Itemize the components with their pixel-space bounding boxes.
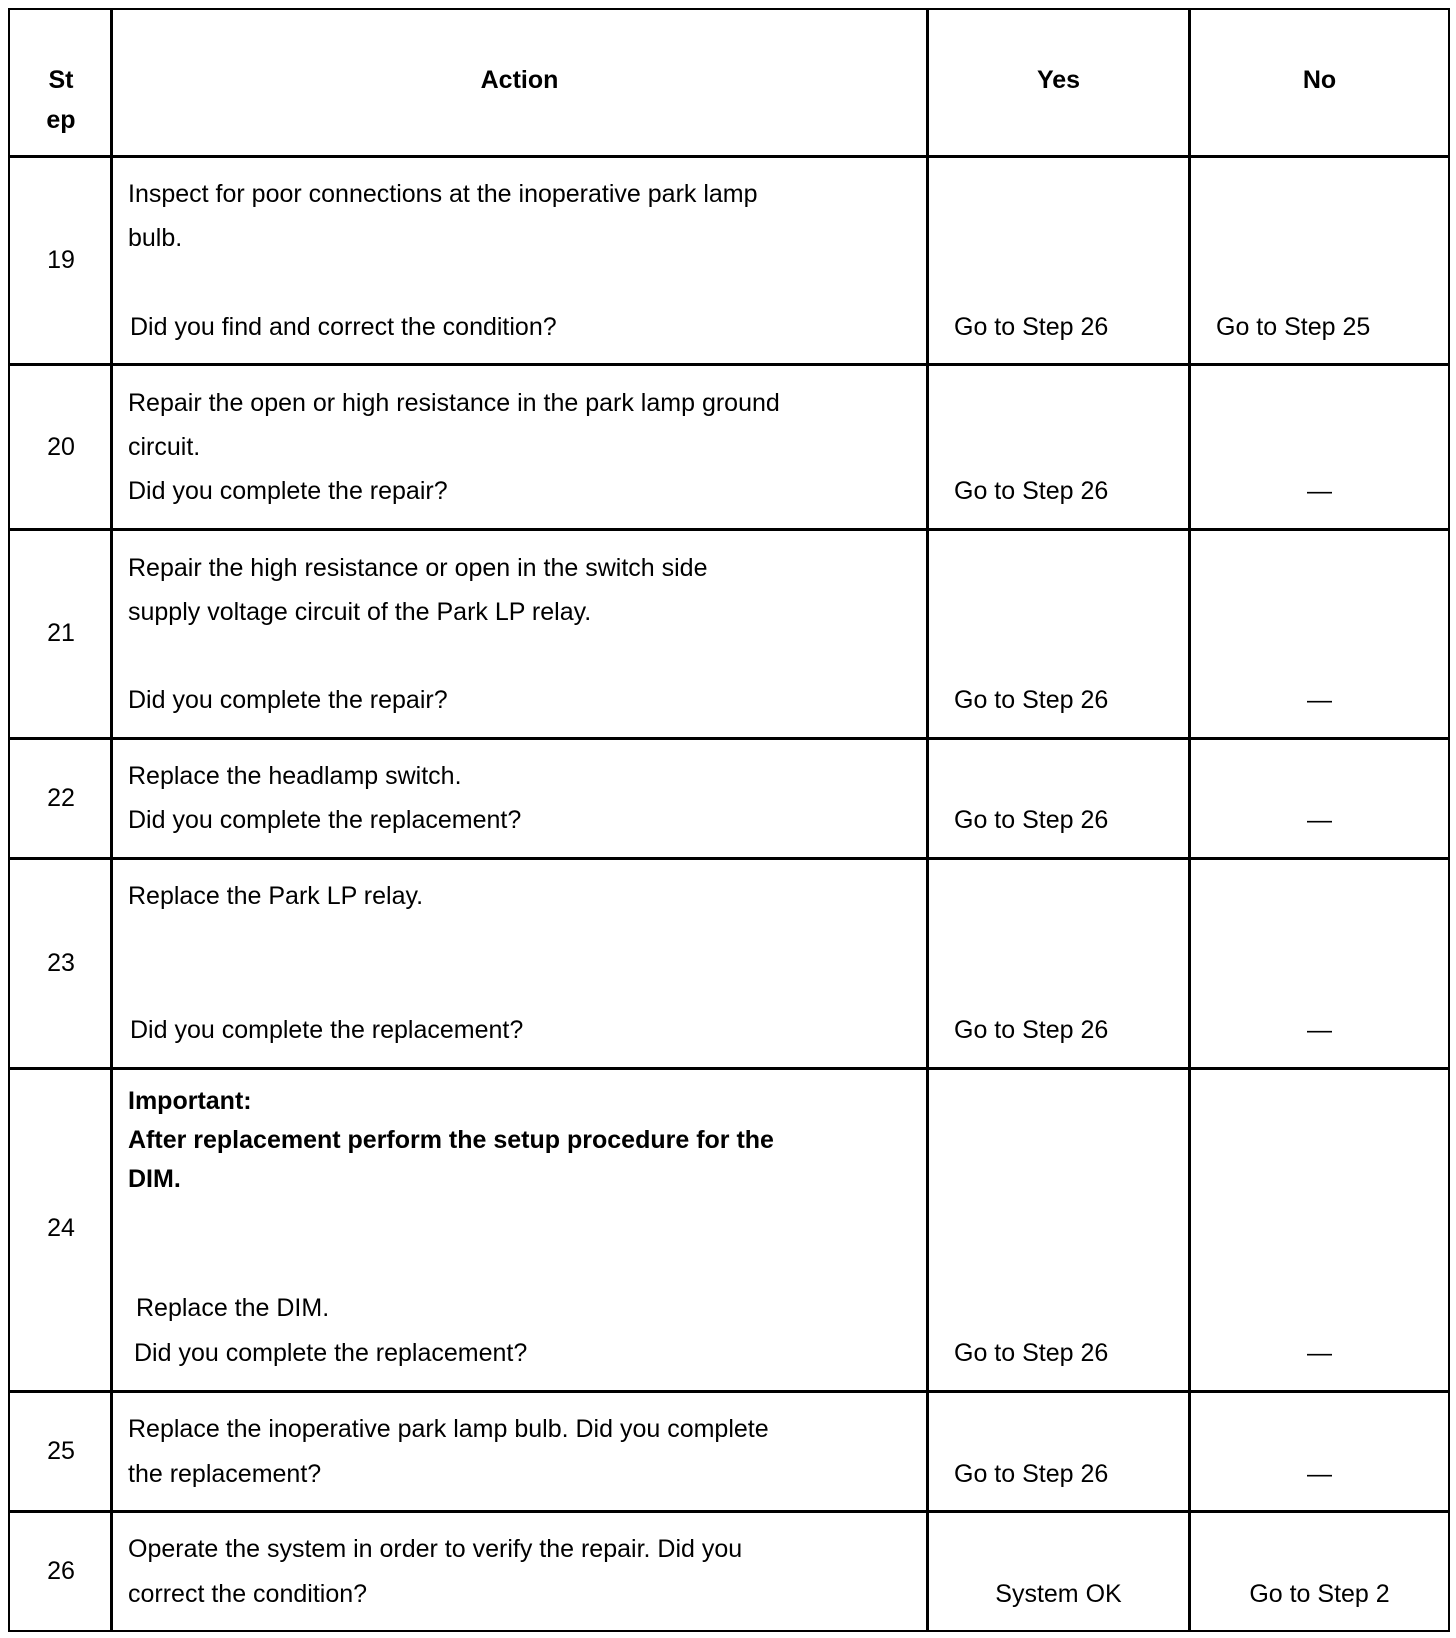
important-text: DIM.	[128, 1165, 181, 1193]
action-question: Did you complete the repair?	[128, 477, 448, 505]
header-step: St ep	[46, 66, 76, 134]
action-text: Replace the headlamp switch.	[128, 762, 462, 790]
row-divider	[8, 363, 1450, 366]
action-text: Inspect for poor connections at the inoperative park lamp	[128, 180, 758, 208]
action-text: Repair the high resistance or open in the switch side	[128, 554, 708, 582]
yes-result: Go to Step 26	[954, 313, 1109, 341]
step-number: 20	[47, 433, 75, 461]
no-result: —	[1307, 1016, 1332, 1044]
table-border-top	[8, 8, 1450, 10]
action-text: correct the condition?	[128, 1580, 368, 1608]
header-no: No	[1302, 66, 1337, 94]
no-result: —	[1307, 477, 1332, 505]
no-result: Go to Step 25	[1216, 313, 1371, 341]
no-result: —	[1307, 806, 1332, 834]
yes-result: Go to Step 26	[954, 477, 1109, 505]
action-text: Operate the system in order to verify the repair. Did you	[128, 1535, 743, 1563]
action-question: Did you complete the replacement?	[134, 1339, 528, 1367]
no-result: Go to Step 2	[1249, 1580, 1390, 1608]
action-text: bulb.	[128, 224, 183, 252]
step-number: 22	[47, 784, 75, 812]
step-number: 25	[47, 1437, 75, 1465]
yes-result: Go to Step 26	[954, 686, 1109, 714]
step-number: 24	[47, 1214, 75, 1242]
yes-result: Go to Step 26	[954, 806, 1109, 834]
yes-result: Go to Step 26	[954, 1460, 1109, 1488]
no-result: —	[1307, 1460, 1332, 1488]
action-question: Did you complete the replacement?	[128, 806, 522, 834]
action-text: supply voltage circuit of the Park LP relay.	[128, 598, 592, 626]
row-divider	[8, 155, 1450, 158]
row-divider	[8, 1067, 1450, 1070]
table-divider-step	[110, 8, 113, 1632]
step-number: 23	[47, 949, 75, 977]
row-divider	[8, 857, 1450, 860]
table-divider-action	[926, 8, 929, 1632]
row-divider	[8, 1390, 1450, 1393]
important-text: After replacement perform the setup procedure for the	[128, 1126, 774, 1154]
table-border-left	[8, 8, 10, 1632]
step-number: 19	[47, 246, 75, 274]
table-border-bottom	[8, 1630, 1450, 1632]
action-question: Did you complete the repair?	[128, 686, 448, 714]
no-result: —	[1307, 686, 1332, 714]
action-text: circuit.	[128, 433, 201, 461]
action-text: Replace the DIM.	[136, 1294, 330, 1322]
row-divider	[8, 1510, 1450, 1513]
table-border-right	[1448, 8, 1450, 1632]
yes-result: System OK	[995, 1580, 1122, 1608]
important-label: Important:	[128, 1087, 252, 1115]
action-text: Repair the open or high resistance in the park lamp ground	[128, 389, 780, 417]
action-question: Did you find and correct the condition?	[130, 313, 557, 341]
header-action: Action	[480, 66, 559, 94]
step-number: 21	[47, 619, 75, 647]
row-divider	[8, 528, 1450, 531]
yes-result: Go to Step 26	[954, 1016, 1109, 1044]
header-yes: Yes	[1036, 66, 1081, 94]
yes-result: Go to Step 26	[954, 1339, 1109, 1367]
action-text: Replace the inoperative park lamp bulb. Did you complete	[128, 1415, 769, 1443]
action-text: Replace the Park LP relay.	[128, 882, 424, 910]
action-question: Did you complete the replacement?	[130, 1016, 524, 1044]
action-text: the replacement?	[128, 1460, 322, 1488]
no-result: —	[1307, 1339, 1332, 1367]
row-divider	[8, 737, 1450, 740]
step-number: 26	[47, 1557, 75, 1585]
